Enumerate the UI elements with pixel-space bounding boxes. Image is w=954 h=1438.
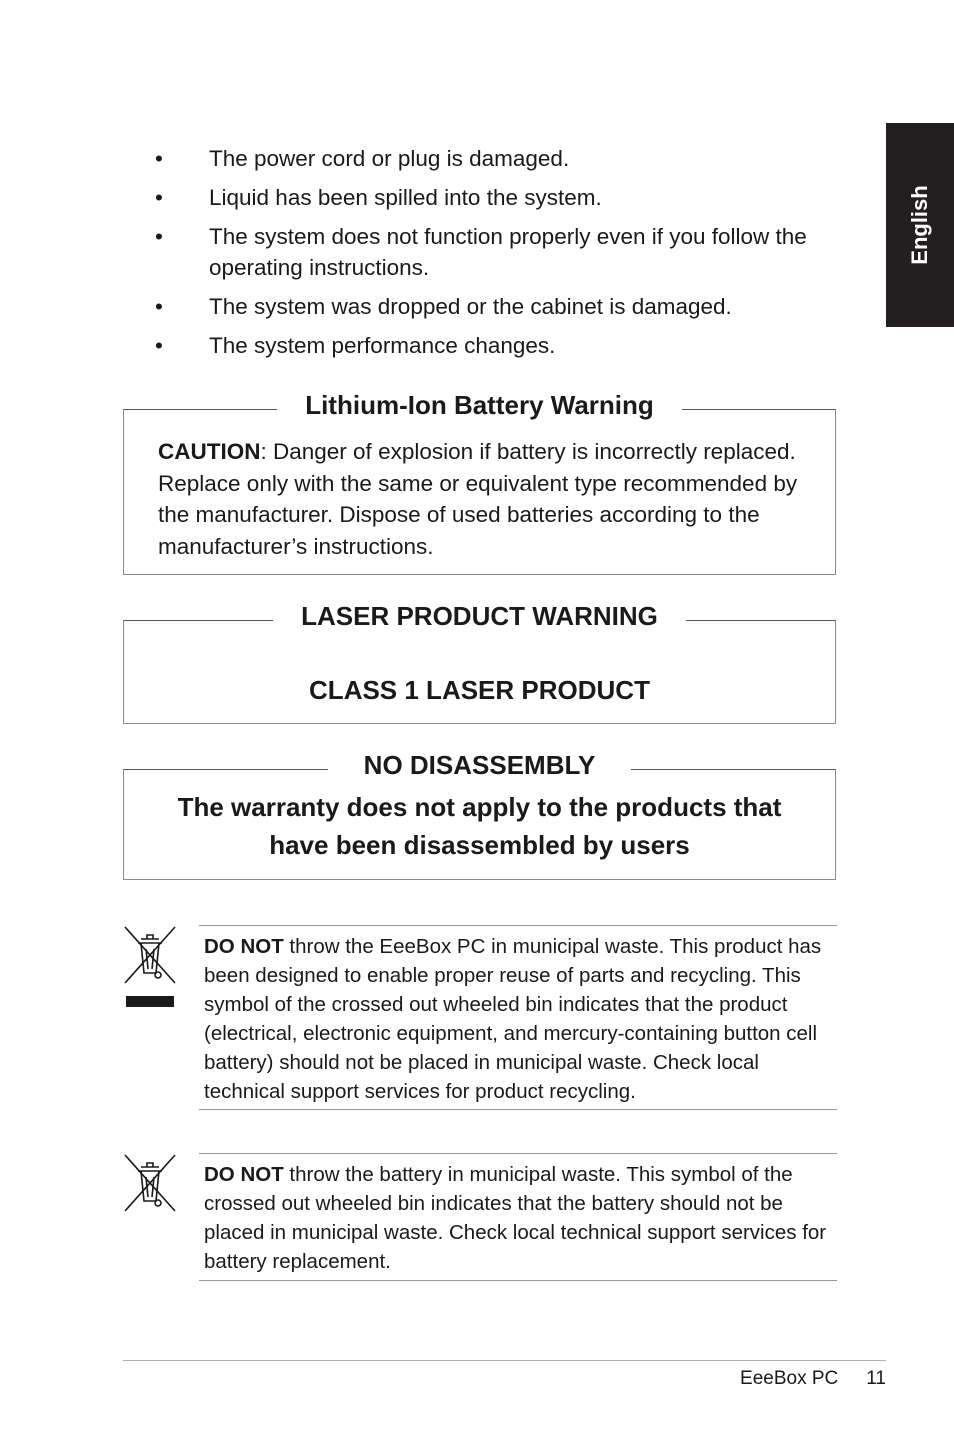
do-not-label: DO NOT bbox=[204, 1163, 284, 1186]
disassembly-warning-box bbox=[123, 750, 836, 880]
list-item: • The system does not function properly even if you follow the operating instructions. bbox=[155, 221, 825, 283]
crossed-out-wheeled-bin-icon bbox=[123, 925, 177, 985]
page-number: 11 bbox=[866, 1368, 886, 1389]
bullet: • bbox=[155, 224, 163, 249]
battery-warning-box bbox=[123, 390, 836, 575]
bullet: • bbox=[155, 185, 163, 210]
language-tab bbox=[886, 123, 954, 327]
battery-disposal-note: DO NOT throw the battery in municipal waste. This symbol of the crossed out wheeled bin indicates that the battery should not be placed in municipal waste. Check local technical support services for battery replacement. bbox=[199, 1153, 837, 1281]
list-item: • The power cord or plug is damaged. bbox=[155, 143, 825, 174]
battery-warning-text: CAUTION: Danger of explosion if battery is incorrectly replaced. Replace only with the same or equivalent type recommended by the manufacturer. Dispose of used batteries according to the manufacturer’s instructions. bbox=[158, 439, 798, 560]
pc-disposal-note: DO NOT throw the EeeBox PC in municipal waste. This product has been designed to enable proper reuse of parts and recycling. This symbol of the crossed out wheeled bin indicates that the product (electrical, electronic equipment, and mercury-containing button cell battery) should not be placed in municipal waste. Check local technical support services for product recycling. bbox=[199, 925, 837, 1110]
crossed-out-wheeled-bin-icon bbox=[123, 1153, 177, 1213]
battery-warning-title: Lithium-Ion Battery Warning bbox=[277, 390, 682, 420]
symptom-list bbox=[155, 143, 825, 369]
laser-warning-box bbox=[123, 601, 836, 724]
do-not-label: DO NOT bbox=[204, 935, 284, 958]
bullet: • bbox=[155, 333, 163, 358]
disassembly-title: NO DISASSEMBLY bbox=[328, 750, 632, 780]
list-item: • The system was dropped or the cabinet is damaged. bbox=[155, 291, 825, 322]
bullet: • bbox=[155, 294, 163, 319]
page-footer bbox=[740, 1368, 886, 1390]
warranty-text: The warranty does not apply to the products that have been disassembled by users bbox=[177, 792, 782, 860]
language-tab-label: English bbox=[907, 185, 932, 265]
list-item: • The system performance changes. bbox=[155, 330, 825, 361]
laser-warning-title: LASER PRODUCT WARNING bbox=[273, 601, 686, 631]
bin-underline-bar bbox=[126, 996, 174, 1007]
caution-label: CAUTION bbox=[158, 439, 261, 464]
bullet: • bbox=[155, 146, 163, 171]
laser-class-label: CLASS 1 LASER PRODUCT bbox=[309, 675, 650, 705]
footer-divider bbox=[123, 1360, 886, 1361]
list-item: • Liquid has been spilled into the system. bbox=[155, 182, 825, 213]
footer-product-name: EeeBox PC bbox=[740, 1368, 839, 1389]
